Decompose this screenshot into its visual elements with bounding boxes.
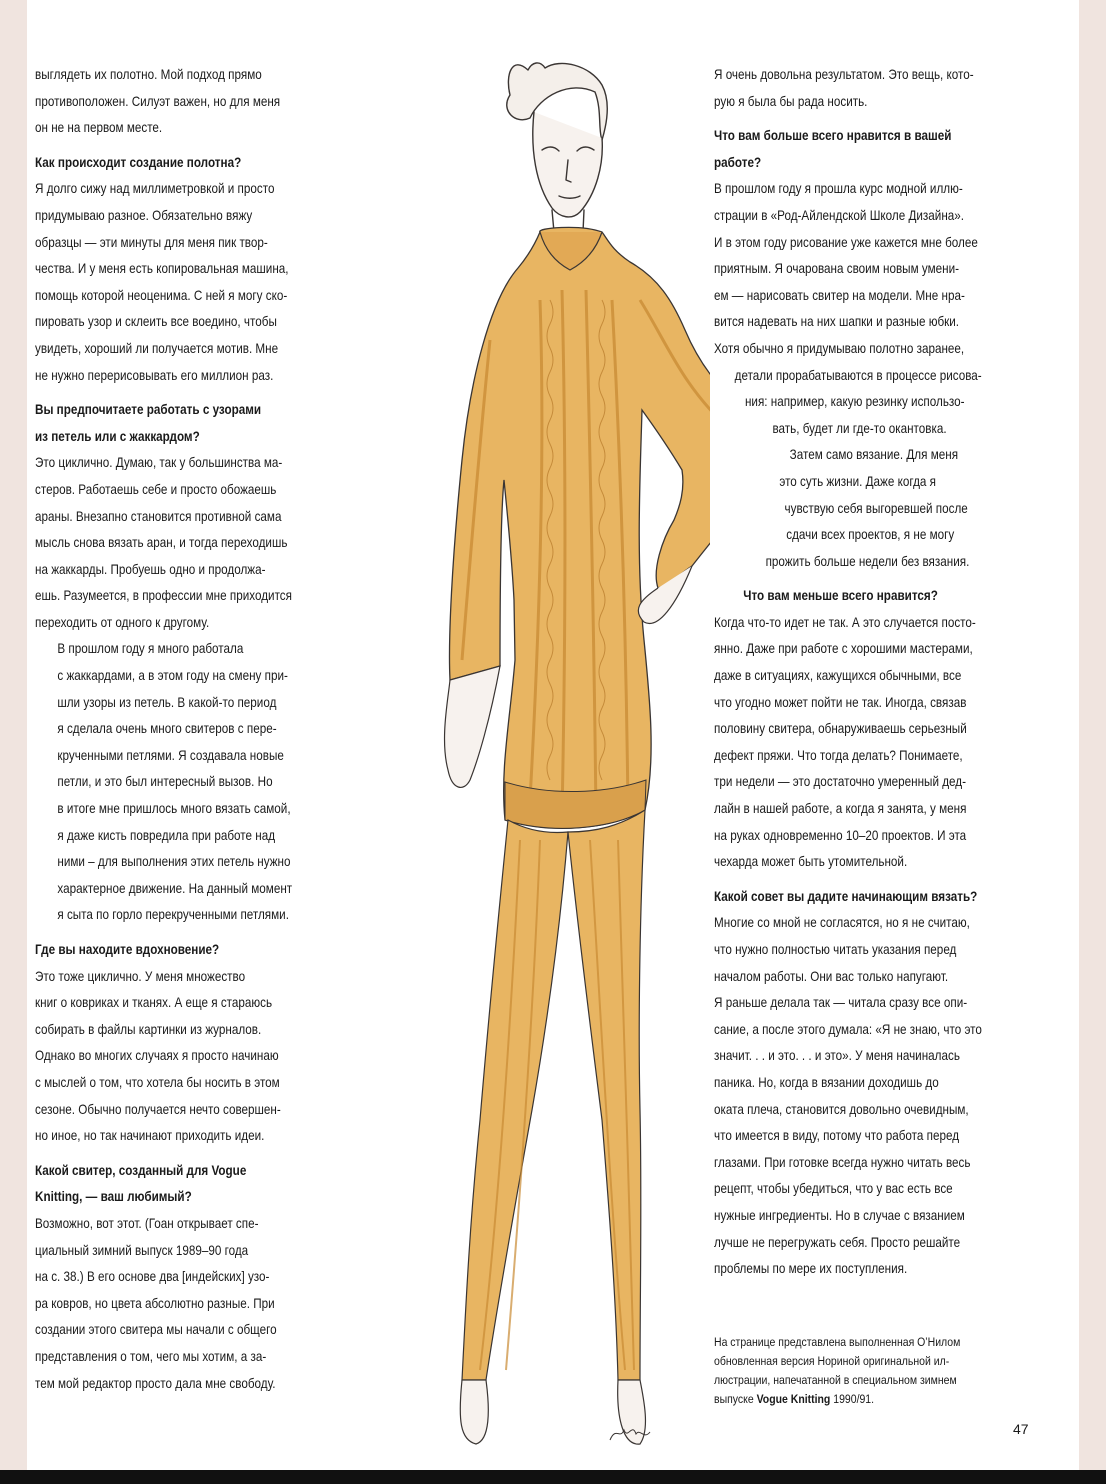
text-line: Хотя обычно я придумываю полотно заранее, — [714, 340, 965, 356]
text-line: пировать узор и склеить все воедино, чтобы — [35, 314, 277, 330]
paragraph — [714, 910, 1081, 1282]
text-line: началом работы. Они вас только напугают. — [714, 968, 949, 984]
text-line: стеров. Работаешь себе и просто обожаешь — [35, 481, 277, 497]
paragraph — [714, 610, 1081, 876]
text-line: ешь. Разумеется, в профессии мне приходится — [35, 588, 292, 604]
text-line: собирать в файлы картинки из журналов. — [35, 1021, 262, 1037]
caption-prefix: выпуске — [714, 1392, 757, 1406]
text-line: ния: например, какую резинку использо- — [744, 394, 965, 410]
text-line: я даже кисть повредила при работе над — [57, 827, 276, 843]
right-shoe — [618, 1380, 646, 1444]
text-line: увидеть, хороший ли получается мотив. Мне — [35, 340, 279, 356]
text-line: это суть жизни. Даже когда я — [779, 473, 937, 489]
text-line: Я очень довольна результатом. Это вещь, кото- — [714, 67, 974, 82]
text-line: Это тоже циклично. У меня множество — [35, 968, 246, 984]
text-line: нужные ингредиенты. Но в случае с вязанием — [714, 1207, 965, 1223]
text-line: работе? — [714, 154, 762, 170]
caption-suffix: 1990/91. — [830, 1392, 875, 1406]
text-line: В прошлом году я прошла курс модной иллю- — [714, 181, 963, 197]
text-line: И в этом году рисование уже кажется мне более — [714, 234, 978, 250]
text-line: что нужно полностью читать указания перед — [714, 942, 957, 957]
text-line: лайн в нашей работе, а когда я занята, у меня — [714, 801, 967, 817]
text-line: прожить больше недели без вязания. — [765, 553, 970, 569]
text-line: с мыслей о том, что хотела бы носить в этом — [35, 1074, 280, 1090]
illustration-caption — [714, 1333, 1049, 1409]
left-hand — [445, 666, 500, 787]
interview-question — [714, 884, 1081, 911]
caption-line: люстрации, напечатанной в специальном зимнем — [714, 1373, 957, 1387]
text-line: даже в ситуациях, кажущихся обычными, все — [714, 668, 962, 684]
text-line: половину свитера, обнаруживаешь серьезный — [714, 721, 967, 737]
text-line: чества. И у меня есть копировальная машина, — [35, 261, 289, 277]
text-line: В прошлом году я много работала — [57, 641, 244, 657]
text-line: придумываю разное. Обязательно вяжу — [35, 207, 253, 223]
text-line: три недели — это достаточно умеренный дед- — [714, 774, 967, 790]
text-line: детали прорабатываются в процессе рисова- — [734, 367, 982, 383]
text-line: Где вы находите вдохновение? — [35, 942, 220, 957]
text-line: сание, а после этого думала: «Я не знаю, что это — [714, 1021, 982, 1037]
paragraph — [35, 964, 340, 1150]
text-line: что угодно может пойти не так. Иногда, связав — [714, 694, 967, 710]
text-line: глазами. При готовке всегда нужно читать весь — [714, 1154, 971, 1170]
caption-last-line — [714, 1390, 1049, 1409]
caption-line: На странице представлена выполненная О’Нилом — [714, 1335, 961, 1349]
interview-question — [35, 1158, 340, 1211]
paragraph — [35, 62, 340, 142]
text-line: Затем само вязание. Для меня — [789, 447, 959, 463]
text-line: с жаккардами, а в этом году на смену при- — [57, 668, 288, 684]
legs — [462, 810, 645, 1380]
text-line: оката плеча, становится довольно очевидным, — [714, 1101, 969, 1117]
text-line: ра ковров, но цвета абсолютно разные. При — [35, 1295, 275, 1311]
interview-question — [35, 397, 340, 450]
right-text-column — [714, 62, 1081, 1283]
text-line: книг о ковриках и тканях. А еще я стараюсь — [35, 995, 273, 1011]
text-line: противоположен. Силуэт важен, но для меня — [35, 93, 281, 109]
text-line: ними – для выполнения этих петель нужно — [57, 854, 291, 870]
caption-magazine-title: Vogue Knitting — [756, 1392, 831, 1406]
text-line: Вы предпочитаете работать с узорами — [35, 402, 262, 418]
text-line: он не на первом месте. — [35, 120, 163, 136]
text-line: я сделала очень много свитеров с пере- — [57, 721, 277, 737]
text-line: страции в «Род-Айлендской Школе Дизайна». — [714, 207, 965, 223]
interview-question — [35, 150, 340, 177]
text-line: Что вам больше всего нравится в вашей — [714, 128, 952, 144]
text-line: из петель или с жаккардом? — [35, 428, 200, 444]
text-line: паника. Но, когда в вязании доходишь до — [714, 1074, 939, 1090]
interview-question — [35, 937, 340, 964]
left-margin-band — [0, 0, 27, 1484]
text-line: тем мой редактор просто дала мне свободу. — [35, 1375, 276, 1391]
text-line: рую я была бы рада носить. — [714, 93, 868, 109]
text-line: дефект пряжи. Что тогда делать? Понимаете, — [714, 747, 963, 763]
text-line: янно. Даже при работе с хорошими мастерами, — [714, 641, 973, 657]
text-line: лучше не перегружать себя. Просто решайте — [714, 1234, 961, 1250]
text-line: Я долго сижу над миллиметровкой и просто — [35, 181, 275, 197]
text-line: переходить от одного к другому. — [35, 614, 210, 630]
left-shoe — [460, 1380, 488, 1444]
text-line: Что вам меньше всего нравится? — [743, 588, 938, 604]
paragraph — [35, 450, 340, 636]
text-line: не нужно перерисовывать его миллион раз. — [35, 367, 274, 383]
text-line: Knitting, — ваш любимый? — [35, 1189, 192, 1205]
text-line: значит. . . и это. . . и это». У меня начиналась — [714, 1048, 960, 1064]
text-line: сезоне. Обычно получается нечто совершен- — [35, 1101, 281, 1117]
text-line: крученными петлями. Я создавала новые — [57, 747, 284, 763]
text-line: мысль снова вязать аран, и тогда переходишь — [35, 535, 288, 551]
text-line: представления о том, чего мы хотим, а за- — [35, 1348, 267, 1364]
text-line: Возможно, вот этот. (Гоан открывает спе- — [35, 1215, 259, 1231]
text-line: Я раньше делала так — читала сразу все опи- — [714, 995, 968, 1011]
page-number: 47 — [1013, 1421, 1029, 1437]
caption-line: обновленная версия Нориной оригинальной ил- — [714, 1354, 950, 1368]
left-text-column — [35, 62, 340, 1397]
text-line: циальный зимний выпуск 1989–90 года — [35, 1242, 249, 1258]
paragraph — [35, 176, 340, 389]
text-line: проблемы по мере их поступления. — [714, 1261, 908, 1277]
text-line: шли узоры из петель. В какой-то период — [57, 694, 277, 710]
text-line: вится надевать на них шапки и разные юбки. — [714, 314, 960, 330]
text-line: на с. 38.) В его основе два [индейских] узо- — [35, 1269, 270, 1285]
text-line: Какой свитер, созданный для Vogue — [35, 1162, 247, 1178]
text-line: Однако во многих случаях я просто начинаю — [35, 1048, 279, 1064]
text-line: выглядеть их полотно. Мой подход прямо — [35, 67, 262, 82]
interview-question — [714, 583, 1081, 610]
paragraph — [714, 62, 1081, 115]
text-line: Какой совет вы дадите начинающим вязать? — [714, 888, 978, 904]
paragraph — [35, 636, 340, 929]
text-line: чувствую себя выгоревшей после — [784, 500, 968, 516]
text-line: Многие со мной не согласятся, но я не считаю, — [714, 915, 970, 931]
text-line: Это циклично. Думаю, так у большинства ма- — [35, 455, 283, 471]
text-line: на руках одновременно 10–20 проектов. И эта — [714, 827, 967, 843]
text-line: я сыта по горло перекрученными петлями. — [57, 907, 289, 923]
text-line: араны. Внезапно становится противной сама — [35, 508, 282, 524]
text-line: сдачи всех проектов, я не могу — [786, 527, 955, 543]
text-line: приятным. Я очарована своим новым умени- — [714, 261, 959, 277]
text-line: помощь которой неоценима. С ней я могу ско- — [35, 287, 288, 303]
text-line: характерное движение. На данный момент — [57, 880, 293, 896]
text-line: в итоге мне пришлось много вязать самой, — [57, 801, 291, 817]
text-line: на жаккарды. Пробуешь одно и продолжа- — [35, 561, 266, 577]
text-line: петли, и это был интересный вызов. Но — [57, 774, 273, 790]
fashion-illustration — [340, 0, 710, 1470]
text-line: создании этого свитера мы начали с общего — [35, 1322, 277, 1338]
text-line: чехарда может быть утомительной. — [714, 854, 908, 870]
text-line: но иное, но так начинают приходить идеи. — [35, 1128, 265, 1144]
text-line: вать, будет ли где-то окантовка. — [772, 420, 947, 436]
text-line: что имеется в виду, потому что работа перед — [714, 1128, 960, 1144]
right-margin-band — [1079, 0, 1106, 1484]
bottom-edge-strip — [0, 1470, 1106, 1484]
text-line: Когда что-то идет не так. А это случается посто- — [714, 614, 976, 630]
text-line: образцы — эти минуты для меня пик твор- — [35, 234, 268, 250]
text-line: ем — нарисовать свитер на модели. Мне нра- — [714, 287, 965, 303]
text-line: рецепт, чтобы убедиться, что у вас есть все — [714, 1181, 953, 1197]
sweater-dress — [450, 227, 711, 828]
interview-question — [714, 123, 1081, 176]
paragraph — [714, 176, 1081, 575]
text-line: Как происходит создание полотна? — [35, 154, 242, 170]
paragraph — [35, 1211, 340, 1397]
